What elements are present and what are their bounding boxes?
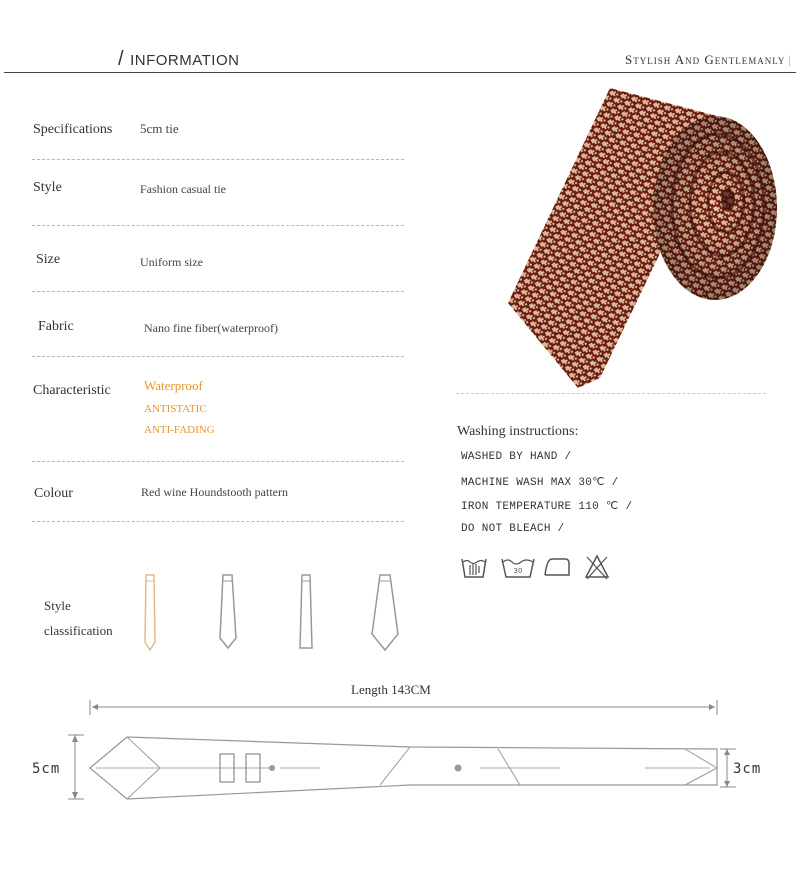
spec-value-waterproof: Waterproof <box>144 378 203 393</box>
style-classification-label-line1: Style <box>44 598 71 613</box>
spec-value-size: Uniform size <box>140 255 203 269</box>
spec-value-fabric: Nano fine fiber(waterproof) <box>144 321 278 335</box>
width-5cm-label: 5cm <box>32 761 61 777</box>
spec-label-size: Size <box>36 252 61 267</box>
spec-value-style: Fashion casual tie <box>140 182 226 196</box>
tie-style-skinny-icon <box>145 575 155 650</box>
tagline-text: Stylish And Gentlemanly <box>625 52 786 67</box>
spec-label-colour: Colour <box>34 486 73 501</box>
tie-dimension-diagram <box>20 695 780 810</box>
tie-product-image <box>490 78 790 393</box>
tie-style-slim-icon <box>220 575 236 648</box>
washing-title: Washing instructions: <box>457 424 579 439</box>
wash-instruction-machine: MACHINE WASH MAX 30℃ / <box>461 477 619 489</box>
header-divider <box>4 72 796 73</box>
no-bleach-icon <box>584 553 610 581</box>
spec-label-specifications: Specifications <box>33 122 113 137</box>
wash-instruction-bleach: DO NOT BLEACH / <box>461 523 565 535</box>
spec-value-antifading: ANTI-FADING <box>144 424 215 436</box>
wash-temp-label: 30 <box>513 567 523 575</box>
spec-label-fabric: Fabric <box>38 319 74 334</box>
spec-label-style: Style <box>33 180 62 195</box>
section-title <box>118 48 239 71</box>
spec-divider <box>32 356 404 357</box>
tie-style-wide-icon <box>372 575 398 650</box>
section-title-text: INFORMATION <box>130 52 240 69</box>
spec-divider <box>32 225 404 226</box>
tagline <box>625 52 792 68</box>
tie-style-outlines <box>140 572 410 654</box>
width-3cm-label: 3cm <box>733 761 762 777</box>
wash-instruction-iron: IRON TEMPERATURE 110 ℃ / <box>461 501 633 513</box>
length-label: Length 143CM <box>351 682 431 697</box>
spec-divider <box>32 461 404 462</box>
spec-value-specifications: 5cm tie <box>140 121 179 136</box>
style-classification-label-line2: classification <box>44 623 113 638</box>
spec-divider <box>32 291 404 292</box>
spec-divider <box>32 521 404 522</box>
spec-value-antistatic: ANTISTATIC <box>144 403 207 415</box>
image-divider <box>456 393 766 394</box>
tagline-accent-bar: | <box>788 52 792 67</box>
spec-label-characteristic: Characteristic <box>33 383 111 398</box>
wash-instruction-hand: WASHED BY HAND / <box>461 451 572 463</box>
iron-icon <box>542 555 572 579</box>
machine-wash-30-icon <box>500 553 536 581</box>
spec-value-colour: Red wine Houndstooth pattern <box>141 485 288 499</box>
title-slash: / <box>118 48 125 70</box>
tie-style-square-icon <box>300 575 312 648</box>
hand-wash-icon <box>460 553 488 581</box>
spec-divider <box>32 159 404 160</box>
